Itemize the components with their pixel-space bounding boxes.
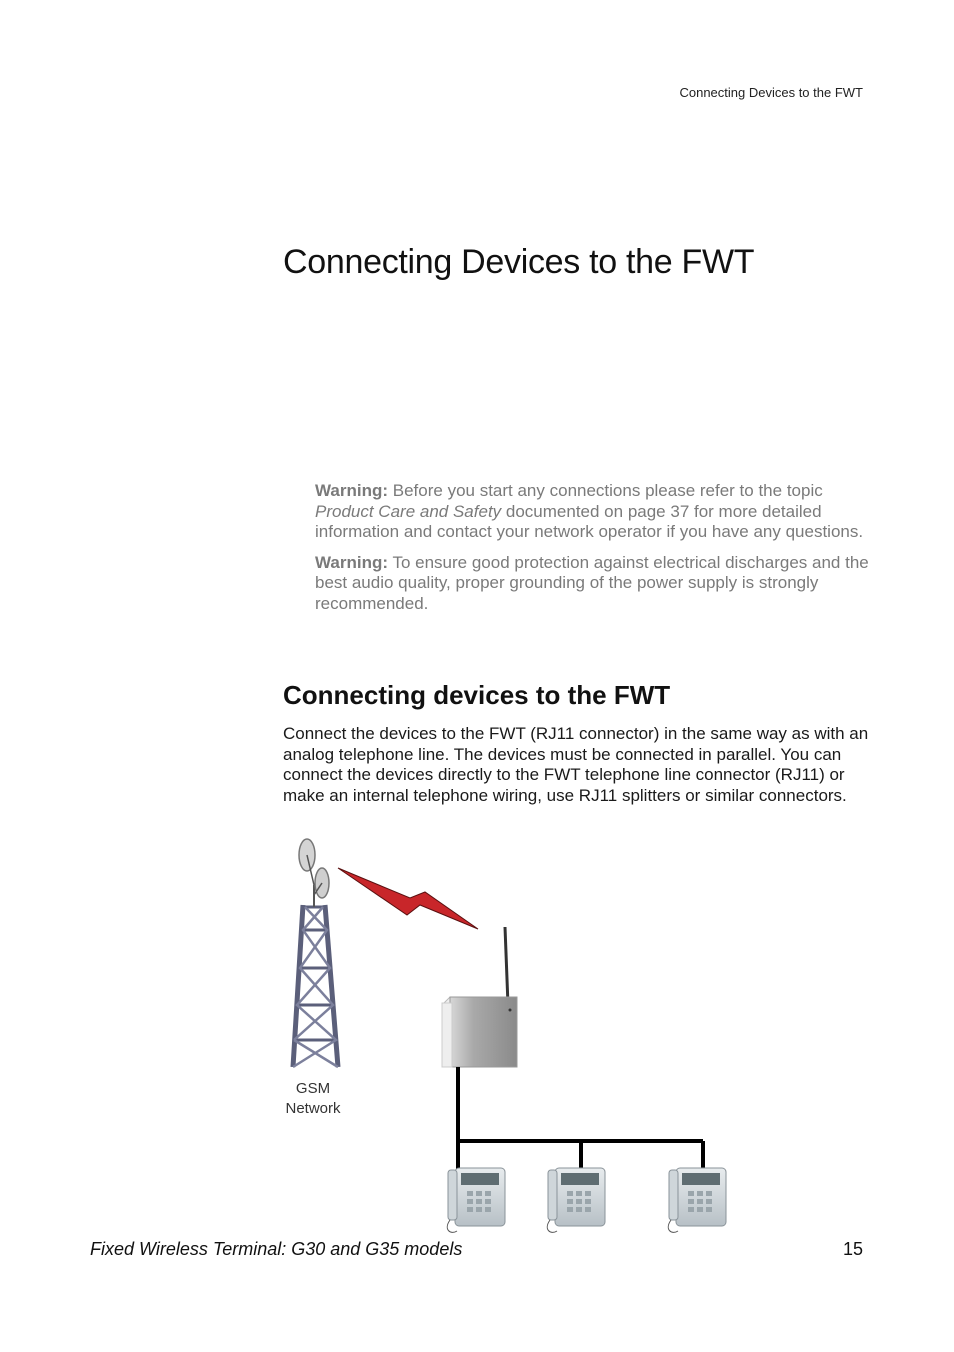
cross-reference[interactable]: Product Care and Safety — [315, 501, 502, 521]
warning-text: Before you start any connections please refer to the topic — [388, 481, 823, 500]
warnings-block — [315, 481, 875, 624]
warning-2 — [315, 553, 875, 615]
telephone-icon — [547, 1168, 605, 1232]
page-number: 15 — [842, 1239, 863, 1259]
warning-1 — [315, 481, 875, 543]
chapter-title: Connecting Devices to the FWT — [283, 243, 755, 281]
footer-title: Fixed Wireless Terminal: G30 and G35 models — [90, 1239, 463, 1259]
wiring — [458, 1067, 703, 1170]
running-header: Connecting Devices to the FWT — [679, 85, 863, 100]
telephone-icon — [447, 1168, 505, 1232]
warning-label: Warning: — [315, 481, 389, 500]
gsm-tower-icon — [293, 839, 338, 1067]
warning-label: Warning: — [315, 552, 389, 572]
gsm-label-line1: GSM — [295, 1080, 331, 1097]
gsm-label-line2: Network — [285, 1100, 341, 1117]
radio-signal-icon — [338, 868, 478, 929]
warning-text: documented on page 37 for more detailed information and contact your network operator if you have any questions. — [315, 501, 864, 541]
telephone-icon — [668, 1168, 726, 1232]
warning-text: To ensure good protection against electrical discharges and the best audio quality, proper grounding of the power supply is strongly recommended. — [315, 552, 869, 613]
fwt-terminal-icon — [442, 927, 517, 1067]
connection-diagram — [270, 835, 750, 1240]
section-heading: Connecting devices to the FWT — [283, 680, 671, 710]
section-body: Connect the devices to the FWT (RJ11 connector) in the same way as with an analog telephone line. The devices must be connected in parallel. You can connect the devices directly to the FWT telephone line connector (RJ11) or make an internal telephone wiring, use RJ11 splitters or similar connectors. — [283, 724, 869, 805]
